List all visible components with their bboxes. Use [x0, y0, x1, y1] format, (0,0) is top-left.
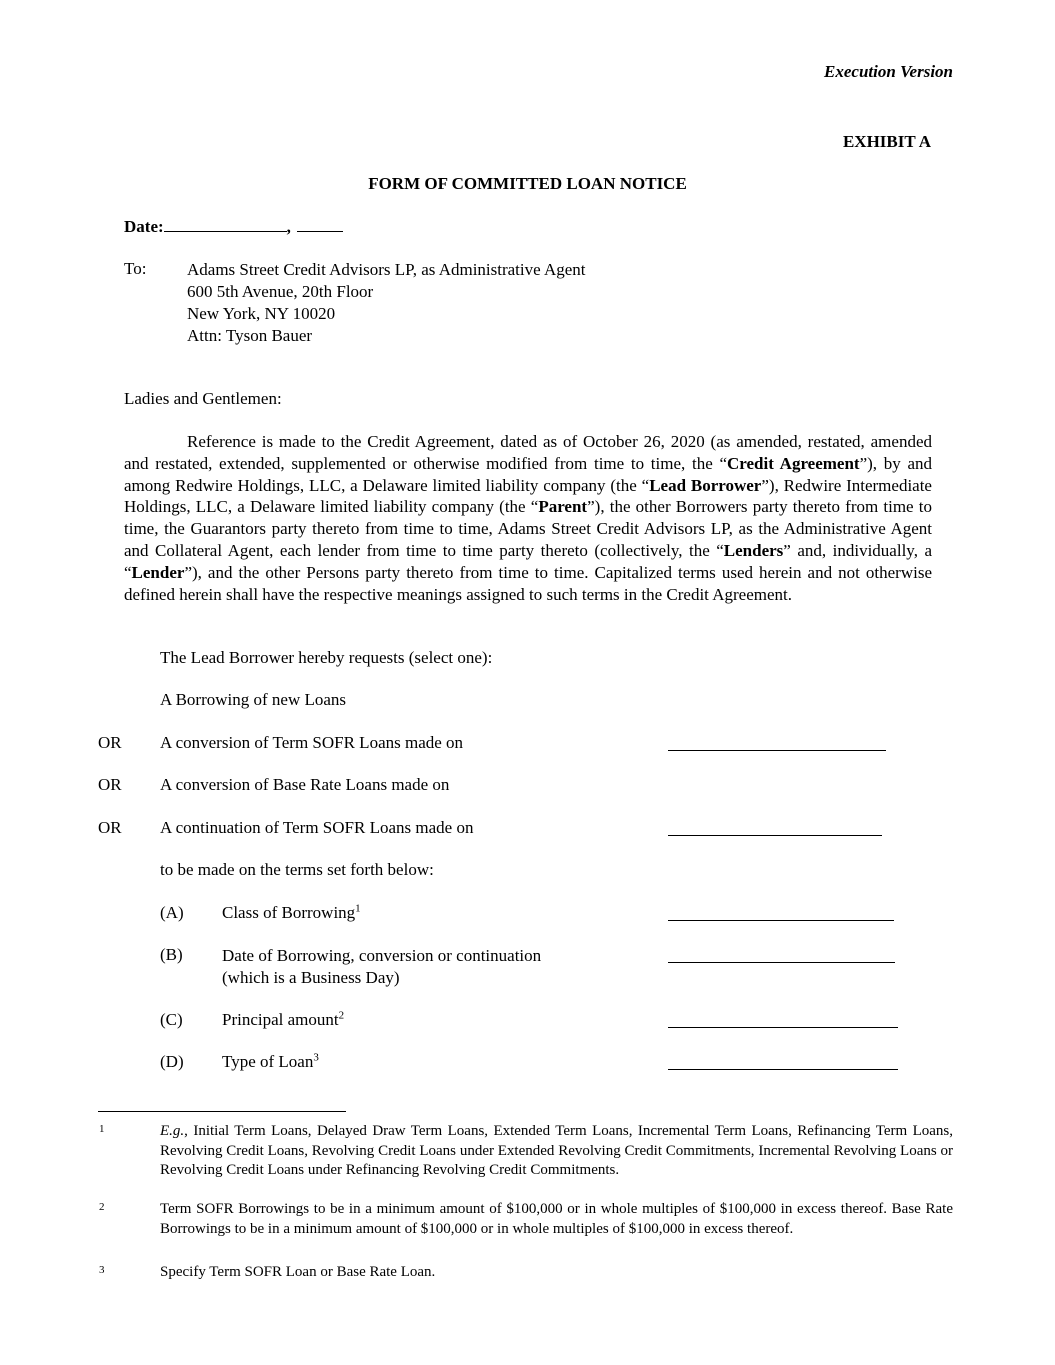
term-text [222, 1052, 319, 1072]
footnote-text [160, 1122, 953, 1181]
option-text: A conversion of Base Rate Loans made on [160, 775, 450, 794]
date-separator: , [286, 217, 291, 236]
date-blank[interactable] [164, 217, 287, 232]
terms-intro: to be made on the terms set forth below: [160, 860, 434, 879]
year-blank[interactable] [297, 217, 343, 232]
term-text-content: Principal amount [222, 1010, 339, 1029]
term-text [222, 945, 541, 989]
exhibit-label: EXHIBIT A [842, 132, 931, 151]
footnote-number: 1 [99, 1123, 105, 1135]
address-block [187, 259, 586, 347]
option-text: A continuation of Term SOFR Loans made on [160, 818, 474, 837]
term-field[interactable] [668, 1069, 898, 1070]
date-label: Date: [124, 217, 164, 236]
term-text [222, 903, 361, 923]
term-label: (B) [160, 945, 183, 964]
footnote-text [160, 1263, 953, 1283]
option-text: A conversion of Term SOFR Loans made on [160, 733, 464, 752]
footnote-text [160, 1200, 953, 1239]
footnote-divider [98, 1111, 346, 1112]
document-title: FORM OF COMMITTED LOAN NOTICE [368, 174, 687, 193]
reference-text: ”), the other Borrowers party thereto from time to time, the Guarantors party thereto from time to time, Adams Street Credit Advisors LP, as the Administrative Agent and Collateral Agent, each lender from time to time party thereto (collectively, the “ [124, 497, 932, 560]
reference-text: ”), and the other Persons party thereto from time to time. Capitalized terms used herein and not otherwise defined herein shall have the respective meanings assigned to such terms in the Credit Agreement. [124, 562, 932, 604]
term-field[interactable] [668, 962, 895, 963]
option-or: OR [98, 733, 122, 752]
to-label: To: [124, 259, 147, 278]
reference-paragraph [124, 431, 932, 605]
option-date-field[interactable] [668, 835, 882, 836]
address-line: Adams Street Credit Advisors LP, as Administrative Agent [187, 260, 586, 279]
term-label: (C) [160, 1010, 183, 1029]
term-field[interactable] [668, 1027, 898, 1028]
reference-text: ”), Redwire Intermediate Holdings, LLC, a Delaware limited liability company (the “ [124, 475, 932, 517]
request-intro: The Lead Borrower hereby requests (select one): [160, 648, 493, 667]
term-label: (D) [160, 1052, 184, 1071]
defined-term: Lender [131, 562, 185, 582]
salutation: Ladies and Gentlemen: [124, 389, 282, 408]
defined-term: Credit Agreement [727, 453, 860, 473]
address-line: New York, NY 10020 [187, 304, 336, 323]
reference-text: ”), by and among Redwire Holdings, LLC, a Delaware limited liability company (the “ [124, 453, 932, 495]
term-text-content: Date of Borrowing, conversion or continuation [222, 946, 542, 965]
footnote-body: Specify Term SOFR Loan or Base Rate Loan. [160, 1264, 436, 1280]
defined-term: Parent [538, 497, 588, 517]
term-label: (A) [160, 903, 184, 922]
address-line: 600 5th Avenue, 20th Floor [187, 282, 374, 301]
footnote-number: 2 [99, 1201, 105, 1213]
defined-term: Lead Borrower [649, 475, 762, 495]
date-line [124, 217, 343, 237]
version-label: Execution Version [824, 62, 953, 81]
term-text-content: (which is a Business Day) [222, 968, 400, 987]
footnote-body: , Initial Term Loans, Delayed Draw Term Loans, Extended Term Loans, Incremental Term Loans, Refinancing Term Loans, Revolving Credit Loans, Revolving Credit Loans under Extended Revolving Credit Commitments, Incremental Revolving Loans or Revolving Credit Loans under Refinancing Revolving Credit Commitments. [160, 1123, 953, 1179]
reference-text: Reference is made to the Credit Agreement, dated as of October 26, 2020 (as amended, restated, amended and restated, extended, supplemented or otherwise modified from time to time, the “ [124, 432, 932, 473]
footnote-ref: 3 [313, 1051, 319, 1064]
option-or: OR [98, 775, 122, 794]
defined-term: Lenders [723, 540, 784, 560]
footnote-ref: 2 [338, 1009, 345, 1022]
address-line: Attn: Tyson Bauer [187, 326, 313, 345]
term-field[interactable] [668, 920, 894, 921]
footnote-number: 3 [99, 1264, 105, 1276]
footnote-lead: E.g. [160, 1123, 185, 1139]
footnote-ref: 1 [355, 902, 361, 915]
footnote-body: Term SOFR Borrowings to be in a minimum amount of $100,000 or in whole multiples of $100,000 in excess thereof. Base Rate Borrowings to be in a minimum amount of $100,000 or in whole multiples of $100,000 in excess thereof. [160, 1201, 953, 1237]
option-text: A Borrowing of new Loans [160, 690, 347, 709]
term-text-content: Class of Borrowing [222, 903, 356, 922]
term-text-content: Type of Loan [222, 1052, 314, 1071]
reference-text: ” and, individually, a “ [124, 540, 932, 582]
term-text [222, 1010, 344, 1030]
option-or: OR [98, 818, 122, 837]
option-date-field[interactable] [668, 750, 886, 751]
